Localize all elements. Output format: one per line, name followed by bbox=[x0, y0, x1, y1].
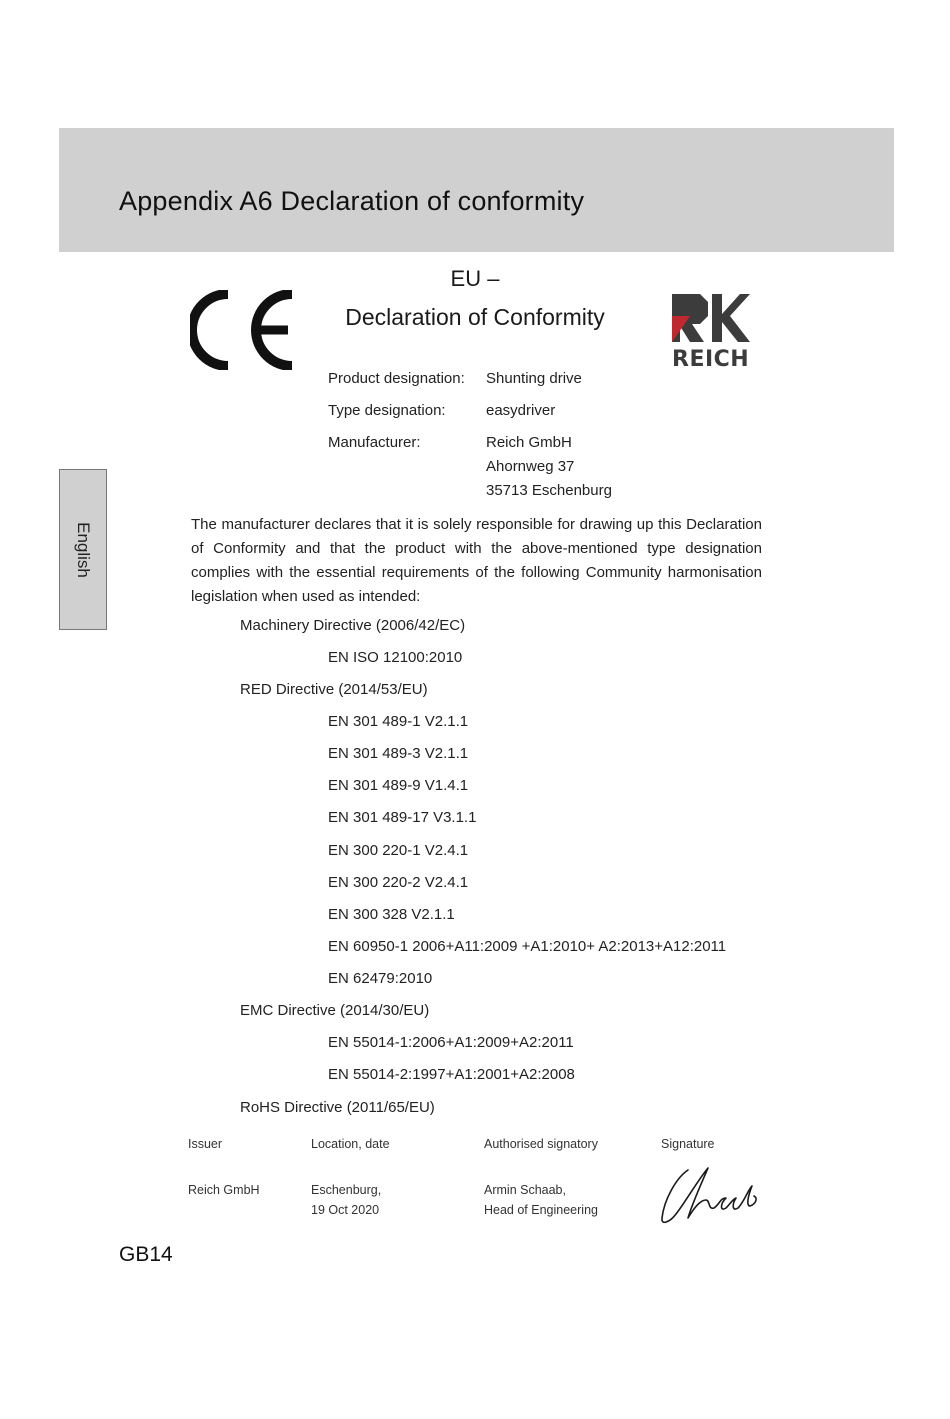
signatory-label: Authorised signatory bbox=[484, 1137, 598, 1151]
type-designation-value: easydriver bbox=[486, 402, 556, 419]
standard-item: EN 301 489-3 V2.1.1 bbox=[328, 745, 469, 762]
declaration-heading-line2: Declaration of Conformity bbox=[345, 304, 605, 330]
signatory-name: Armin Schaab, bbox=[484, 1183, 566, 1197]
manufacturer-name: Reich GmbH bbox=[486, 434, 572, 451]
page-title: Appendix A6 Declaration of conformity bbox=[119, 186, 585, 216]
declaration-heading-line1: EU – bbox=[450, 266, 500, 291]
language-tab-label: English bbox=[74, 521, 93, 578]
type-designation-label: Type designation: bbox=[328, 402, 446, 419]
reich-logo-text: REICH bbox=[672, 347, 750, 372]
signature-label: Signature bbox=[661, 1137, 715, 1151]
location-date-label: Location, date bbox=[311, 1137, 390, 1151]
standard-item: EN 60950-1 2006+A11:2009 +A1:2010+ A2:2013+A12:2011 bbox=[328, 938, 727, 955]
handwritten-signature bbox=[658, 1160, 762, 1230]
standard-item: EN ISO 12100:2010 bbox=[328, 649, 463, 666]
standard-item: EN 300 328 V2.1.1 bbox=[328, 906, 455, 923]
standard-item: EN 300 220-2 V2.4.1 bbox=[328, 874, 469, 891]
red-directive: RED Directive (2014/53/EU) bbox=[240, 681, 428, 698]
standard-item: EN 301 489-17 V3.1.1 bbox=[328, 809, 477, 826]
product-designation-label: Product designation: bbox=[328, 370, 465, 387]
product-designation-value: Shunting drive bbox=[486, 370, 582, 387]
issuer-value: Reich GmbH bbox=[188, 1183, 260, 1197]
standard-item: EN 55014-1:2006+A1:2009+A2:2011 bbox=[328, 1034, 574, 1051]
manufacturer-street: Ahornweg 37 bbox=[486, 458, 575, 475]
location-city: Eschenburg, bbox=[311, 1183, 382, 1197]
manufacturer-city: 35713 Eschenburg bbox=[486, 482, 612, 499]
standard-item: EN 301 489-9 V1.4.1 bbox=[328, 777, 469, 794]
standard-item: EN 301 489-1 V2.1.1 bbox=[328, 713, 469, 730]
declaration-statement: The manufacturer declares that it is solely responsible for drawing up this Declaration of Conformity and that the product with the above-mentioned type designation complies with the essential requirements of the following Community harmonisation legislation when used as intended: bbox=[191, 516, 762, 605]
standard-item: EN 55014-2:1997+A1:2001+A2:2008 bbox=[328, 1066, 575, 1083]
language-tab bbox=[59, 469, 107, 630]
page-number: GB14 bbox=[119, 1243, 173, 1266]
signatory-title: Head of Engineering bbox=[484, 1203, 598, 1217]
rohs-directive: RoHS Directive (2011/65/EU) bbox=[240, 1099, 435, 1116]
emc-directive: EMC Directive (2014/30/EU) bbox=[240, 1002, 430, 1019]
standard-item: EN 300 220-1 V2.4.1 bbox=[328, 842, 469, 859]
location-date: 19 Oct 2020 bbox=[311, 1203, 380, 1217]
location-value bbox=[311, 1180, 381, 1220]
manufacturer-label: Manufacturer: bbox=[328, 434, 421, 451]
standard-item: EN 62479:2010 bbox=[328, 970, 433, 987]
machinery-directive: Machinery Directive (2006/42/EC) bbox=[240, 617, 466, 634]
signatory-value bbox=[484, 1180, 598, 1220]
issuer-label: Issuer bbox=[188, 1137, 223, 1151]
